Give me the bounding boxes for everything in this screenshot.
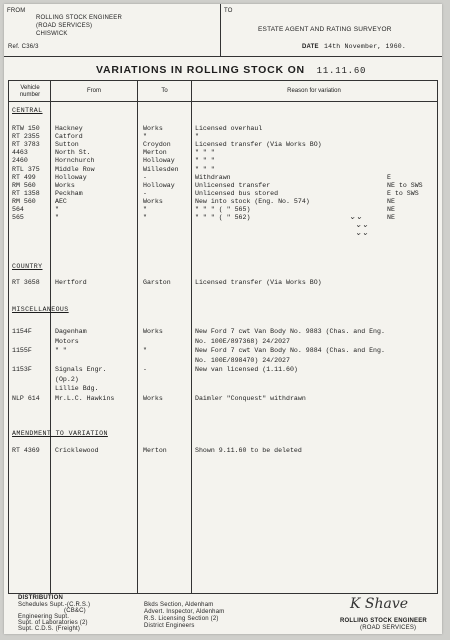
to-cell: - (143, 189, 147, 197)
from-cell: Signals Engr. (55, 366, 107, 373)
section-amendment: AMENDMENT TO VARIATION (12, 430, 108, 437)
col-header-vehicle: Vehicle number (19, 85, 41, 98)
from-cell: Dagenham (55, 328, 87, 335)
from-cell: Peckham (55, 189, 83, 197)
from-cell: " (55, 206, 59, 213)
table-row (9, 338, 437, 346)
reason-cell: No. 100E/898470) 24/2027 (195, 356, 290, 364)
from-cell: Cricklewood (55, 447, 99, 454)
date-value: 14th November, 1960. (324, 43, 407, 50)
reason-cell: Withdrawn (195, 173, 231, 181)
vehicle-number-cell: 1155F (12, 347, 32, 354)
from-cell: Mr.L.C. Hawkins (55, 394, 115, 402)
table-row (9, 133, 437, 141)
table-row (9, 385, 437, 393)
to-cell: Willesden (143, 165, 179, 173)
reason-cell: New van licensed (1.11.60) (195, 366, 298, 373)
to-cell: Works (143, 394, 163, 402)
reason-cell: Licensed transfer (Via Works BO) (195, 279, 322, 286)
distribution-left-1: Schedules Supt.-(C.R.S.) (18, 602, 91, 608)
reference: Ref. C36/3 (8, 44, 39, 50)
to-cell: " (143, 133, 147, 141)
document-title (96, 64, 366, 76)
vehicle-number-cell: 4463 (12, 149, 28, 157)
to-label: TO (224, 8, 233, 14)
to-cell: Garston (143, 279, 171, 286)
signature: K Shave (350, 596, 409, 612)
from-cell: " " (55, 347, 67, 354)
vehicle-number-cell: 1154F (12, 328, 32, 335)
code-cell: NE to SWS (387, 181, 423, 189)
reason-cell: " " " ( " 565) (195, 206, 251, 213)
from-cell: Motors (55, 337, 79, 345)
from-line-1: ROLLING STOCK ENGINEER (36, 15, 122, 21)
section-central: CENTRAL (12, 107, 43, 114)
distribution-left-4: Supt. of Laboratories (2) (18, 620, 88, 626)
from-cell: Hertford (55, 279, 87, 286)
table-row (9, 166, 437, 174)
vehicle-number-cell: RTL 375 (12, 165, 40, 173)
handwritten-tick-marks: ⌄⌄ (349, 212, 363, 221)
reason-cell: Licensed overhaul (195, 125, 263, 132)
table-row (9, 214, 437, 222)
from-cell: (Op.2) (55, 375, 79, 383)
reason-cell: New into stock (Eng. No. 574) (195, 197, 310, 205)
document-page (4, 4, 442, 634)
to-cell: " (143, 214, 147, 222)
signatory-title-2: (ROAD SERVICES) (360, 625, 417, 631)
vehicle-number-cell: RT 1358 (12, 189, 40, 197)
table-row (9, 357, 437, 365)
header-divider (220, 4, 221, 56)
table-row (9, 190, 437, 198)
from-cell: Hornchurch (55, 157, 95, 165)
table-row (9, 157, 437, 165)
variations-table (8, 80, 438, 594)
reason-cell: " (195, 133, 199, 141)
distribution-left-3: Engineering Supt. (18, 614, 70, 620)
table-row (9, 149, 437, 157)
distribution-label: DISTRIBUTION (18, 595, 64, 601)
to-cell: Works (143, 197, 163, 205)
title-date: 11.11.60 (316, 66, 367, 76)
from-cell: " (55, 214, 59, 222)
vehicle-number-cell: RTW 150 (12, 125, 40, 132)
reason-cell: Unlicensed transfer (195, 181, 271, 189)
vehicle-number-cell: NLP 614 (12, 394, 40, 402)
distribution-left-5: Supt. C.D.S. (Freight) (18, 626, 81, 632)
table-row (9, 206, 437, 214)
col-header-reason: Reason for variation (287, 88, 341, 94)
reason-cell: New Ford 7 cwt Van Body No. 9883 (Chas. and Eng. (195, 328, 385, 335)
reason-cell: Daimler "Conquest" withdrawn (195, 394, 306, 402)
reason-cell: Unlicensed bus stored (195, 189, 279, 197)
table-row (9, 198, 437, 206)
title-text: VARIATIONS IN ROLLING STOCK ON (96, 64, 305, 76)
vehicle-number-cell: RM 560 (12, 197, 36, 205)
header-underline (9, 101, 437, 102)
table-row (9, 182, 437, 190)
from-cell: AEC (55, 197, 67, 205)
to-cell: Works (143, 328, 163, 335)
reason-cell: New Ford 7 cwt Van Body No. 9884 (Chas. and Eng. (195, 347, 385, 354)
code-cell: E to SWS (387, 189, 419, 197)
reason-cell: Licensed transfer (Via Works BO) (195, 141, 322, 149)
from-cell: Catford (55, 133, 83, 141)
from-cell: Lillie Bdg. (55, 385, 99, 392)
from-cell: North St. (55, 149, 91, 157)
vehicle-number-cell: RT 499 (12, 173, 36, 181)
vehicle-number-cell: RT 2355 (12, 133, 40, 141)
section-miscellaneous: MISCELLANEOUS (12, 306, 69, 313)
reason-cell: " " " (195, 165, 215, 173)
distribution-left-2: (CB&C) (64, 608, 86, 614)
vehicle-number-cell: RM 560 (12, 181, 36, 189)
distribution-mid-3: R.S. Licensing Section (2) (144, 616, 219, 622)
from-cell: Holloway (55, 173, 87, 181)
handwritten-tick-marks-2: ⌄⌄ (355, 220, 369, 229)
to-cell: Merton (143, 149, 167, 157)
to-cell: - (143, 173, 147, 181)
distribution-footer (4, 592, 442, 634)
from-line-2: (ROAD SERVICES) (36, 23, 93, 29)
date-label: DATE (302, 44, 319, 50)
code-cell: NE (387, 206, 395, 213)
to-cell: " (143, 347, 147, 354)
reason-cell: " " " (195, 149, 215, 157)
code-cell: E (387, 173, 391, 181)
col-header-from: From (87, 88, 101, 94)
reason-cell: " " " ( " 562) (195, 214, 251, 222)
reason-cell: No. 100E/897368) 24/2027 (195, 337, 290, 345)
from-label: FROM (7, 8, 26, 14)
vehicle-number-cell: RT 3783 (12, 141, 40, 149)
code-cell: NE (387, 214, 395, 222)
table-row (9, 141, 437, 149)
vehicle-number-cell: 565 (12, 214, 24, 222)
code-cell: NE (387, 197, 395, 205)
distribution-mid-2: Advert. Inspector, Aldenham (144, 609, 225, 615)
to-cell: Works (143, 125, 163, 132)
to-cell: - (143, 366, 147, 373)
to-cell: Holloway (143, 181, 175, 189)
vehicle-number-cell: 1153F (12, 366, 32, 373)
distribution-mid-4: District Engineers (144, 623, 195, 629)
vehicle-number-cell: RT 3658 (12, 279, 40, 286)
table-row (9, 447, 437, 455)
to-cell: Merton (143, 447, 167, 454)
section-country: COUNTRY (12, 263, 43, 270)
vehicle-number-cell: RT 4369 (12, 447, 40, 454)
handwritten-tick-marks-3: ⌄⌄ (355, 228, 369, 237)
to-cell: Holloway (143, 157, 175, 165)
col-header-to: To (161, 88, 168, 94)
to-cell: " (143, 206, 147, 213)
reason-cell: " " " (195, 157, 215, 165)
signatory-title-1: ROLLING STOCK ENGINEER (340, 618, 427, 624)
reason-cell: Shown 9.11.60 to be deleted (195, 447, 302, 454)
table-row (9, 347, 437, 355)
vehicle-number-cell: 2460 (12, 157, 28, 165)
table-row (9, 328, 437, 336)
vehicle-number-cell: 564 (12, 206, 24, 213)
from-line-3: CHISWICK (36, 31, 68, 37)
from-cell: Middle Row (55, 165, 95, 173)
distribution-mid-1: Bkds Section, Aldenham (144, 602, 214, 608)
table-row (9, 125, 437, 133)
table-row (9, 366, 437, 374)
table-row (9, 376, 437, 384)
to-recipient: ESTATE AGENT AND RATING SURVEYOR (258, 26, 392, 33)
from-cell: Sutton (55, 141, 79, 149)
table-row (9, 174, 437, 182)
header-block (4, 4, 442, 57)
table-row (9, 279, 437, 287)
to-cell: Croydon (143, 141, 171, 149)
from-cell: Works (55, 181, 75, 189)
from-cell: Hackney (55, 125, 83, 132)
table-row (9, 395, 437, 403)
